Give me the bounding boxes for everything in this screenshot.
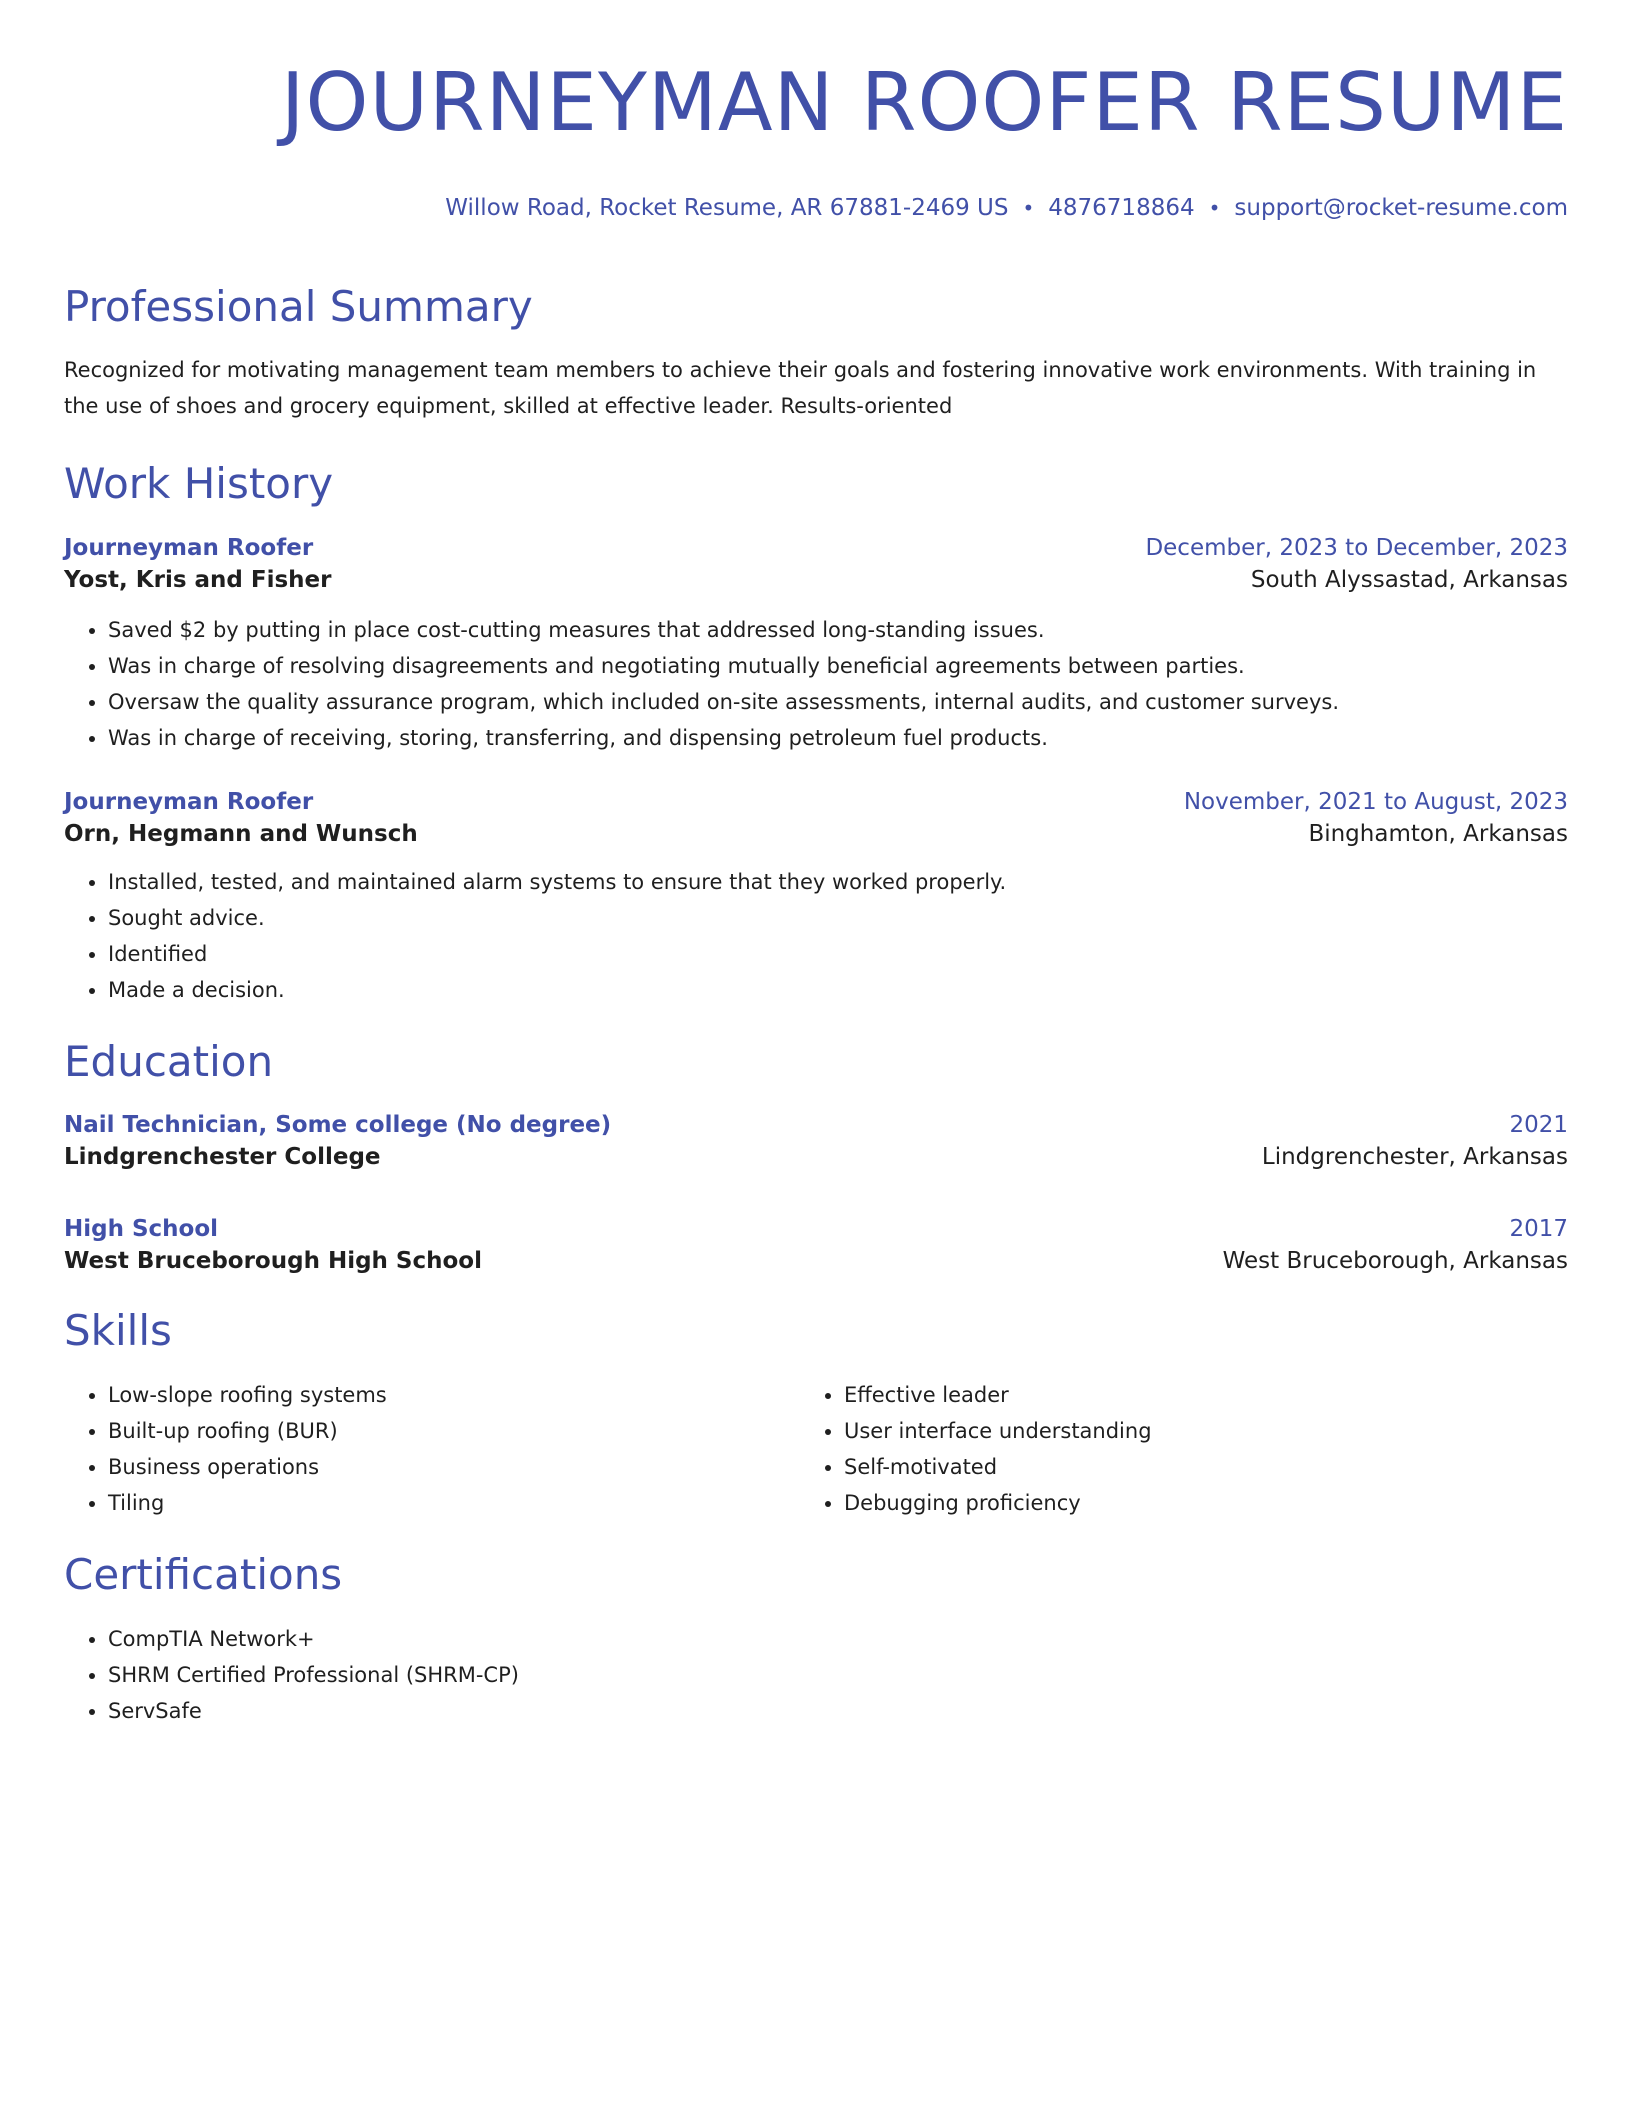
work-history-heading: Work History (64, 459, 334, 508)
job-bullet: • Saved $2 by putting in place cost-cutting measures that addressed long-standing issues. (108, 612, 1568, 648)
education-location: Lindgrenchester, Arkansas (1261, 1144, 1568, 1170)
skill-item: • Effective leader (844, 1377, 1536, 1413)
certifications-list (64, 1621, 1568, 1729)
skill-item: • Business operations (108, 1449, 800, 1485)
certification-item: • SHRM Certified Professional (SHRM-CP) (108, 1657, 1568, 1693)
contact-separator: • (1022, 196, 1035, 220)
skill-item: • Low-slope roofing systems (108, 1377, 800, 1413)
resume-title: JOURNEYMAN ROOFER RESUME (280, 56, 1568, 149)
skill-item: • Self-motivated (844, 1449, 1536, 1485)
skill-item: • User interface understanding (844, 1413, 1536, 1449)
contact-line (64, 193, 1568, 223)
education-location: West Bruceborough, Arkansas (1222, 1248, 1568, 1274)
education-heading: Education (64, 1037, 274, 1086)
job-bullet: • Made a decision. (108, 972, 1568, 1008)
skills-column-left (64, 1377, 800, 1521)
education-degree: Nail Technician, Some college (No degree) (64, 1112, 612, 1138)
summary-text: Recognized for motivating management team members to achieve their goals and fostering innovative work environments. With training in the use of shoes and grocery equipment, skilled at effective leader. Results-oriented (64, 358, 1537, 418)
skills-column-right (800, 1377, 1536, 1521)
education-header-row (64, 1213, 1568, 1245)
job-bullet-list (64, 612, 1568, 756)
job-bullet: • Identified (108, 936, 1568, 972)
job-location: South Alyssastad, Arkansas (1250, 567, 1568, 593)
job-location: Binghamton, Arkansas (1308, 821, 1568, 847)
job-bullet: • Sought advice. (108, 900, 1568, 936)
education-header-row (64, 1109, 1568, 1141)
job-bullet: • Was in charge of receiving, storing, transferring, and dispensing petroleum fuel products. (108, 720, 1568, 756)
job-company: Orn, Hegmann and Wunsch (64, 821, 418, 847)
job-header-row (64, 786, 1568, 818)
skills-heading: Skills (64, 1306, 172, 1355)
education-school-row (64, 1245, 1568, 1277)
skills-list (64, 1377, 800, 1521)
job-title: Journeyman Roofer (64, 535, 314, 561)
job-dates: December, 2023 to December, 2023 (1145, 535, 1568, 561)
contact-email: support@rocket-resume.com (1234, 195, 1568, 221)
education-school-row (64, 1141, 1568, 1173)
job-entry (64, 532, 1568, 756)
education-school: Lindgrenchester College (64, 1144, 381, 1170)
job-bullet-list (64, 864, 1568, 1008)
skill-item: • Debugging proficiency (844, 1485, 1536, 1521)
contact-address: Willow Road, Rocket Resume, AR 67881-2469 US (445, 195, 1009, 221)
education-year: 2021 (1509, 1112, 1568, 1138)
job-bullet: • Installed, tested, and maintained alarm systems to ensure that they worked properly. (108, 864, 1568, 900)
certification-item: • ServSafe (108, 1693, 1568, 1729)
skill-item: • Built-up roofing (BUR) (108, 1413, 800, 1449)
summary-heading: Professional Summary (64, 282, 533, 331)
education-entry (64, 1109, 1568, 1173)
education-school: West Bruceborough High School (64, 1248, 482, 1274)
job-company-row (64, 564, 1568, 596)
education-entry (64, 1213, 1568, 1277)
job-bullet: • Oversaw the quality assurance program, which included on-site assessments, internal audits, and customer surveys. (108, 684, 1568, 720)
education-year: 2017 (1509, 1216, 1568, 1242)
contact-separator: • (1208, 196, 1221, 220)
skill-item: • Tiling (108, 1485, 800, 1521)
job-company-row (64, 818, 1568, 850)
job-header-row (64, 532, 1568, 564)
certifications-heading: Certifications (64, 1550, 343, 1599)
job-company: Yost, Kris and Fisher (64, 567, 332, 593)
education-degree: High School (64, 1216, 219, 1242)
job-entry (64, 786, 1568, 1008)
skills-columns (64, 1377, 1568, 1521)
job-bullet: • Was in charge of resolving disagreements and negotiating mutually beneficial agreements between parties. (108, 648, 1568, 684)
job-title: Journeyman Roofer (64, 789, 314, 815)
skills-list (800, 1377, 1536, 1521)
certification-item: • CompTIA Network+ (108, 1621, 1568, 1657)
job-dates: November, 2021 to August, 2023 (1183, 789, 1568, 815)
contact-phone: 4876718864 (1048, 195, 1195, 221)
